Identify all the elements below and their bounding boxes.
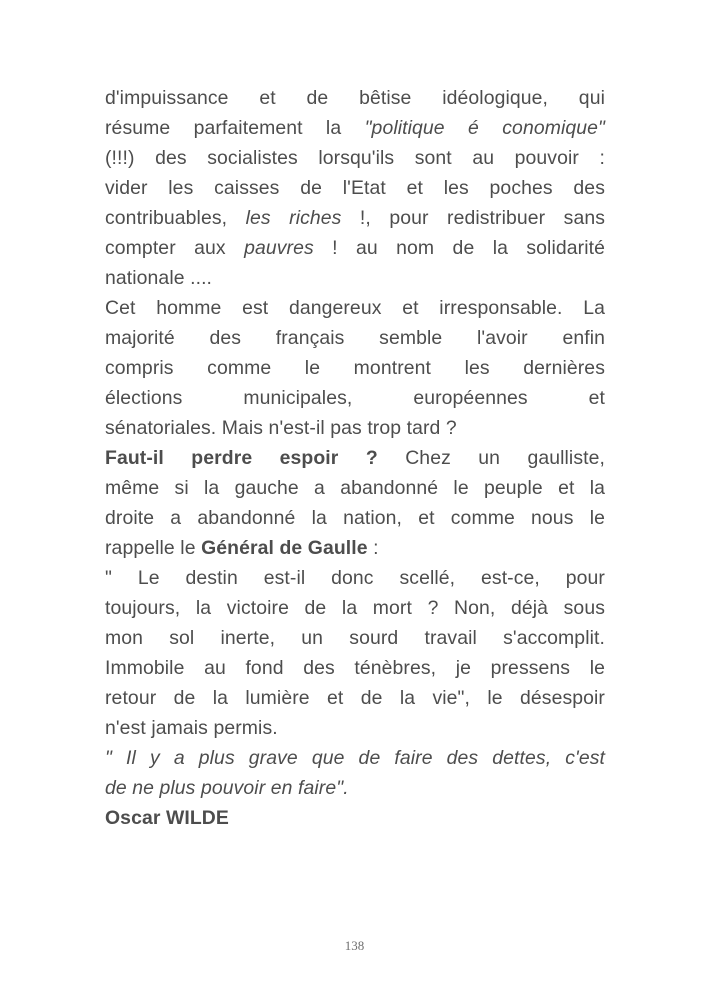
text-segment: compter aux (105, 237, 245, 259)
text-segment: Chez un gaulliste, (377, 447, 605, 469)
text-segment: d'impuissance et de bêtise idéologique, qui (105, 87, 605, 109)
text-segment: : (367, 537, 379, 559)
text-line (105, 293, 605, 323)
text-line (105, 443, 605, 473)
text-line (105, 683, 605, 713)
text-line (105, 353, 605, 383)
paragraph (105, 803, 605, 833)
text-segment: Cet homme est dangereux et irresponsable. La (105, 297, 605, 319)
text-line (105, 773, 605, 803)
text-line (105, 503, 605, 533)
text-segment: " Il y a plus grave que de faire des dettes, c'est (105, 747, 605, 769)
text-segment: pauvres (244, 237, 314, 259)
text-line (105, 473, 605, 503)
text-body (105, 83, 605, 833)
paragraph (105, 293, 605, 443)
text-segment: (!!!) des socialistes lorsqu'ils sont au pouvoir : (105, 147, 605, 169)
text-segment: "politique é conomique" (364, 117, 606, 139)
text-line (105, 533, 605, 563)
text-line (105, 653, 605, 683)
paragraph (105, 743, 605, 803)
text-segment: !, pour redistribuer sans (341, 207, 606, 229)
text-segment: même si la gauche a abandonné le peuple et la (105, 477, 605, 499)
text-line (105, 173, 605, 203)
text-line (105, 803, 605, 833)
text-segment: Oscar WILDE (105, 807, 229, 829)
text-line (105, 143, 605, 173)
text-segment: Immobile au fond des ténèbres, je pressens le (105, 657, 605, 679)
page-number: 138 (344, 938, 365, 953)
text-line (105, 83, 605, 113)
paragraph (105, 443, 605, 563)
text-line (105, 593, 605, 623)
text-segment: mon sol inerte, un sourd travail s'accomplit. (105, 627, 605, 649)
text-segment: Général de Gaulle (201, 537, 368, 559)
text-segment: sénatoriales. Mais n'est-il pas trop tard ? (105, 417, 457, 439)
text-line (105, 113, 605, 143)
text-segment: de ne plus pouvoir en faire". (105, 777, 349, 799)
text-line (105, 233, 605, 263)
text-segment: compris comme le montrent les dernières (105, 357, 605, 379)
text-segment: élections municipales, européennes et (105, 387, 605, 409)
text-segment: toujours, la victoire de la mort ? Non, déjà sous (105, 597, 605, 619)
text-segment: nationale .... (105, 267, 213, 289)
text-segment: " Le destin est-il donc scellé, est-ce, pour (105, 567, 605, 589)
text-line (105, 263, 605, 293)
paragraph (105, 83, 605, 293)
text-line (105, 743, 605, 773)
text-segment: contribuables, (105, 207, 246, 229)
text-segment: les riches (245, 207, 342, 229)
text-segment: résume parfaitement la (105, 117, 365, 139)
text-line (105, 413, 605, 443)
text-line (105, 563, 605, 593)
text-segment: majorité des français semble l'avoir enfin (105, 327, 605, 349)
text-line (105, 713, 605, 743)
text-segment: rappelle le (105, 537, 202, 559)
text-segment: droite a abandonné la nation, et comme nous le (105, 507, 605, 529)
text-line (105, 203, 605, 233)
text-line (105, 323, 605, 353)
text-segment: ! au nom de la solidarité (313, 237, 605, 259)
text-segment: vider les caisses de l'Etat et les poches des (105, 177, 605, 199)
text-segment: retour de la lumière et de la vie", le désespoir (105, 687, 605, 709)
paragraph (105, 563, 605, 743)
text-line (105, 383, 605, 413)
text-line (105, 623, 605, 653)
text-segment: n'est jamais permis. (105, 717, 278, 739)
text-segment: Faut-il perdre espoir ? (105, 447, 378, 469)
